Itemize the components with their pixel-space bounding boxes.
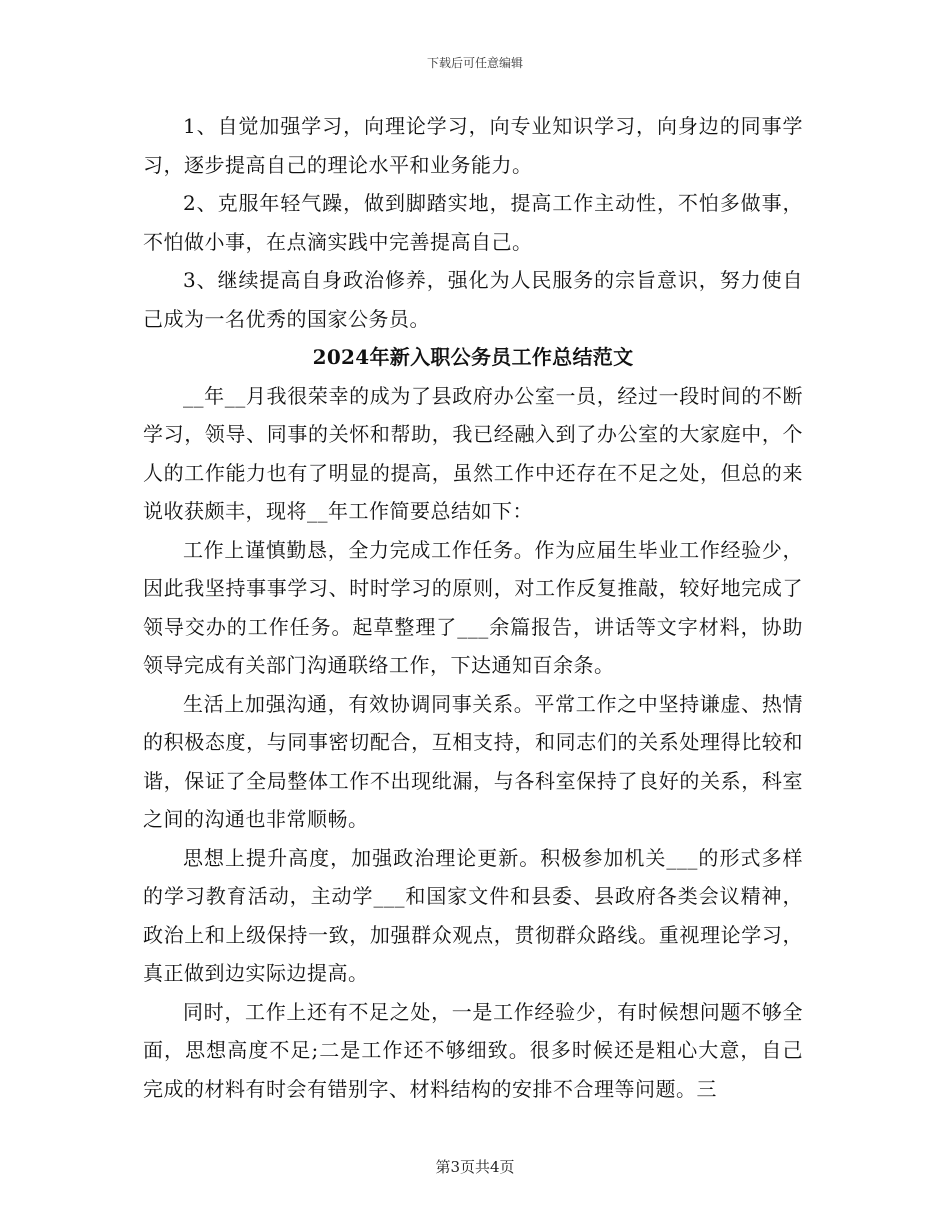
paragraph: 2、克服年轻气躁，做到脚踏实地，提高工作主动性，不怕多做事，不怕做小事，在点滴实践中完善提高自己。 bbox=[143, 191, 803, 254]
paragraph: 1、自觉加强学习，向理论学习，向专业知识学习，向身边的同事学习，逐步提高自己的理论水平和业务能力。 bbox=[143, 114, 803, 177]
paragraph: __年__月我很荣幸的成为了县政府办公室一员，经过一段时间的不断学习，领导、同事的关怀和帮助，我已经融入到了办公室的大家庭中，个人的工作能力也有了明显的提高，虽然工作中还存在不足之处，但总的来说收获颇丰，现将__年工作简要总结如下： bbox=[143, 383, 803, 523]
page-number: 第3页共4页 bbox=[435, 1158, 515, 1176]
paragraph: 同时，工作上还有不足之处，一是工作经验少，有时候想问题不够全面，思想高度不足;二是工作还不够细致。很多时候还是粗心大意，自己完成的材料有时会有错别字、材料结构的安排不合理等问题。三 bbox=[143, 999, 803, 1101]
document-body bbox=[143, 107, 803, 1108]
header-note: 下载后可任意编辑 bbox=[426, 56, 523, 70]
paragraph: 生活上加强沟通，有效协调同事关系。平常工作之中坚持谦虚、热情的积极态度，与同事密切配合，互相支持，和同志们的关系处理得比较和谐，保证了全局整体工作不出现纰漏，与各科室保持了良好的关系，科室之间的沟通也非常顺畅。 bbox=[143, 691, 803, 831]
paragraph: 思想上提升高度，加强政治理论更新。积极参加机关___的形式多样的学习教育活动，主动学___和国家文件和县委、县政府各类会议精神，政治上和上级保持一致，加强群众观点，贯彻群众路线。重视理论学习，真正做到边实际边提高。 bbox=[143, 845, 803, 985]
paragraph: 3、继续提高自身政治修养，强化为人民服务的宗旨意识，努力使自己成为一名优秀的国家公务员。 bbox=[143, 268, 803, 331]
paragraph: 工作上谨慎勤恳，全力完成工作任务。作为应届生毕业工作经验少，因此我坚持事事学习、时时学习的原则，对工作反复推敲，较好地完成了领导交办的工作任务。起草整理了___余篇报告，讲话等文字材料，协助领导完成有关部门沟通联络工作，下达通知百余条。 bbox=[143, 537, 803, 677]
section-title: 2024年新入职公务员工作总结范文 bbox=[312, 345, 634, 369]
